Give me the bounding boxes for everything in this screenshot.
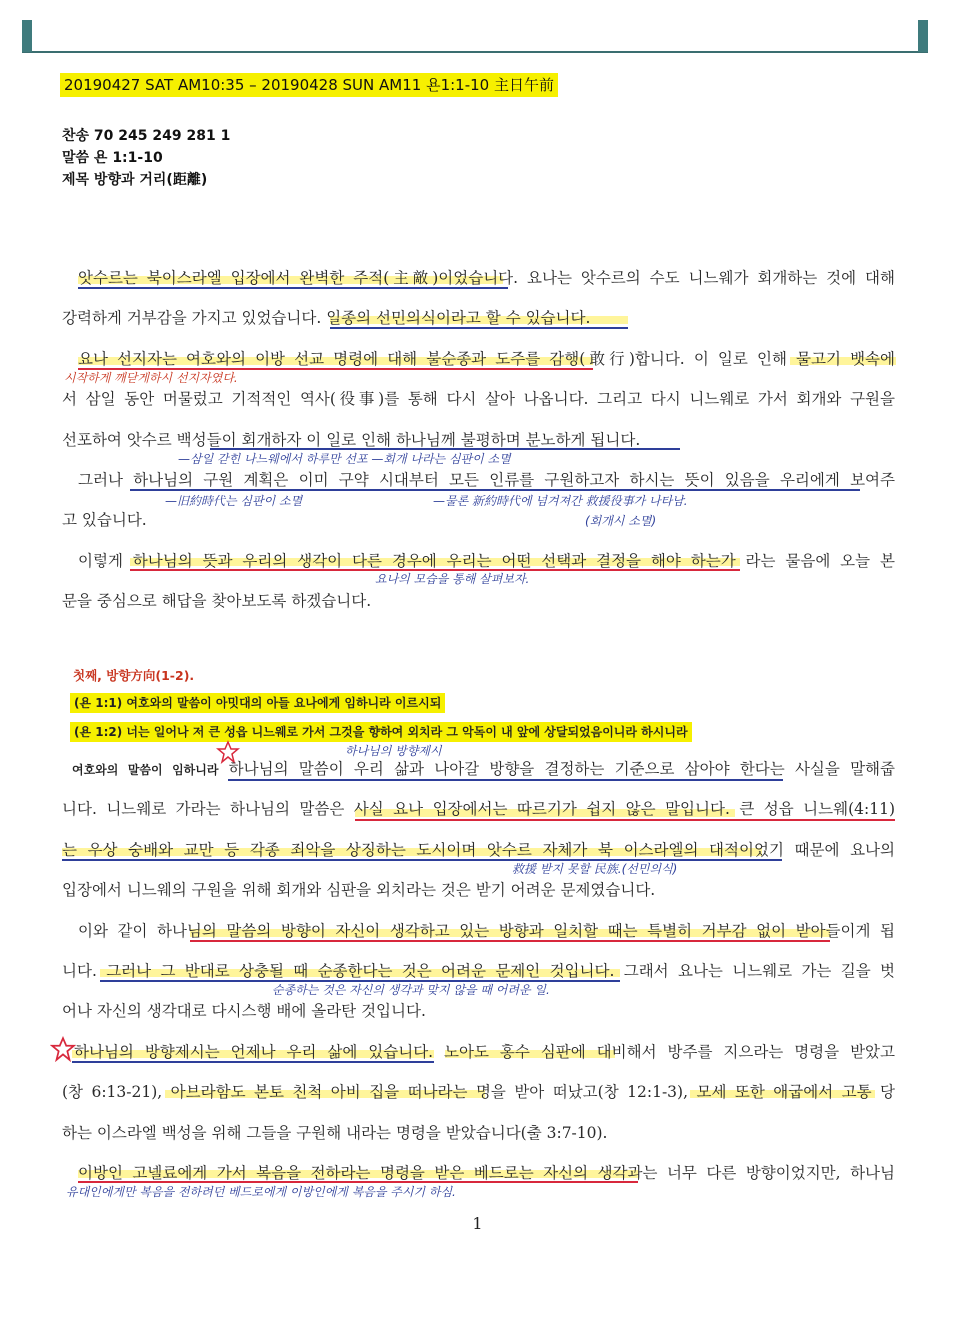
body-line: 니다. 그러나 그 반대로 상충될 때 순종한다는 것은 어려운 문제인 것입니다. 그래서 요나는 니느웨로 가는 길을 벗: [62, 962, 895, 980]
body-line: (창 6:13-21), 아브라함도 본토 친척 아비 집을 떠나라는 명을 받아 떠났고(창 12:1-3), 모세 또한 애굽에서 고통 당: [62, 1083, 895, 1101]
body-line: 는 우상 숭배와 교만 등 각종 죄악을 상징하는 도시이며 앗수르 자체가 북 이스라엘의 대적이었기 때문에 요나의: [62, 841, 895, 859]
handwritten-note: —旧約時代는 심판이 소멸: [165, 494, 303, 508]
intro-paragraph-line: 선포하여 앗수르 백성들이 회개하자 이 일로 인해 하나님께 불평하며 분노하게 됩니다.: [62, 431, 641, 449]
star-icon: [50, 1036, 76, 1062]
top-rule-line: [22, 51, 928, 53]
top-rule: [22, 20, 928, 52]
handwritten-note: 救援 받지 못할 民族.(선민의식): [512, 862, 678, 876]
intro-paragraph-line: 이렇게 하나님의 뜻과 우리의 생각이 다른 경우에 우리는 어떤 선택과 결정을 해야 하는가 라는 물음에 오늘 본: [78, 552, 895, 570]
intro-paragraph-line: 고 있습니다.: [62, 511, 147, 529]
handwritten-note: 요나의 모습을 통해 살펴보자.: [375, 572, 530, 586]
verse-2: (욘 1:2) 너는 일어나 저 큰 성읍 니느웨로 가서 그것을 향하여 외치라 그 악독이 내 앞에 상달되었음이니라 하시니라: [70, 722, 692, 742]
body-line: 어나 자신의 생각대로 다시스행 배에 올라탄 것입니다.: [62, 1002, 426, 1020]
document-header: 20190427 SAT AM10:35 – 20190428 SUN AM11 욘1:1-10 主日午前: [60, 73, 558, 97]
handwritten-note: —삼일 갇힌 나느웨에서 하루만 선포 —회개 나라는 심판이 소멸: [178, 452, 511, 466]
body-line: 하는 이스라엘 백성을 위해 그들을 구원해 내라는 명령을 받았습니다(출 3:7-10).: [62, 1124, 608, 1142]
inline-label: 여호와의 말씀이 임하니라: [72, 763, 219, 777]
underline-mark: [355, 819, 895, 821]
verse-1: (욘 1:1) 여호와의 말씀이 아밋대의 아들 요나에게 임하니라 이르시되: [70, 693, 445, 713]
body-line: 니다. 니느웨로 가라는 하나님의 말씀은 사실 요나 입장에서는 따르기가 쉽지 않은 말입니다. 큰 성읍 니느웨(4:11): [62, 800, 895, 818]
handwritten-note: —물론 新約時代에 넘겨져간 救援役事가 나타남.: [433, 494, 688, 508]
handwritten-note: 하나님의 방향제시: [345, 744, 442, 758]
handwritten-note: 순종하는 것은 자신의 생각과 맞지 않을 때 어려운 일.: [272, 983, 550, 997]
top-rule-left-tab: [22, 20, 32, 52]
intro-paragraph-line: 서 삼일 동안 머물렀고 기적적인 역사(役事)를 통해 다시 살아 나옵니다. 그리고 다시 니느웨로 가서 회개와 구원을: [62, 390, 895, 408]
handwritten-note: (회개시 소멸): [585, 514, 657, 528]
body-line-text: 하나님의 말씀이 우리 삶과 나아갈 방향을 결정하는 기준으로 삼아야 한다는 사실을 말해줍: [228, 760, 896, 778]
intro-paragraph-line: 강력하게 거부감을 가지고 있었습니다. 일종의 선민의식이라고 할 수 있습니다.: [62, 309, 591, 327]
sermon-title: 제목 방향과 거리(距離): [62, 172, 208, 188]
section-heading: 첫째, 방향方向(1-2).: [73, 668, 195, 683]
page-number: 1: [472, 1214, 483, 1233]
intro-paragraph-line: 문을 중심으로 해답을 찾아보도록 하겠습니다.: [62, 592, 372, 610]
handwritten-note: 시작하게 깨닫게하시 선지자였다.: [64, 371, 238, 385]
top-rule-right-tab: [918, 20, 928, 52]
hymn-line: 찬송 70 245 249 281 1: [62, 128, 231, 144]
intro-paragraph-line: 그러나 하나님의 구원 계획은 이미 구약 시대부터 모든 인류를 구원하고자 하시는 뜻이 있음을 우리에게 보여주: [78, 471, 895, 489]
underline-mark: [228, 779, 783, 781]
body-line: 하나님의 방향제시는 언제나 우리 삶에 있습니다. 노아도 홍수 심판에 대비해서 방주를 지으라는 명령을 받았고: [74, 1043, 895, 1061]
body-line: 이방인 고넬료에게 가서 복음을 전하라는 명령을 받은 베드로는 자신의 생각과는 너무 다른 방향이었지만, 하나님: [78, 1164, 895, 1182]
scripture-line: 말씀 욘 1:1-10: [62, 150, 163, 166]
intro-paragraph-line: 앗수르는 북이스라엘 입장에서 완벽한 주적(主敵)이었습니다. 요나는 앗수르의 수도 니느웨가 회개하는 것에 대해: [78, 269, 895, 287]
body-line: 입장에서 니느웨의 구원을 위해 회개와 심판을 외치라는 것은 받기 어려운 문제였습니다.: [62, 881, 656, 899]
body-line: 이와 같이 하나님의 말씀의 방향이 자신이 생각하고 있는 방향과 일치할 때는 특별히 거부감 없이 받아들이게 됩: [78, 922, 895, 940]
intro-paragraph-line: 요나 선지자는 여호와의 이방 선교 명령에 대해 불순종과 도주를 감행(敢行)합니다. 이 일로 인해 물고기 뱃속에: [78, 350, 895, 368]
handwritten-note: 유대인에게만 복음을 전하려던 베드로에게 이방인에게 복음을 주시기 하심.: [66, 1185, 456, 1199]
body-line-with-label: [72, 757, 895, 779]
